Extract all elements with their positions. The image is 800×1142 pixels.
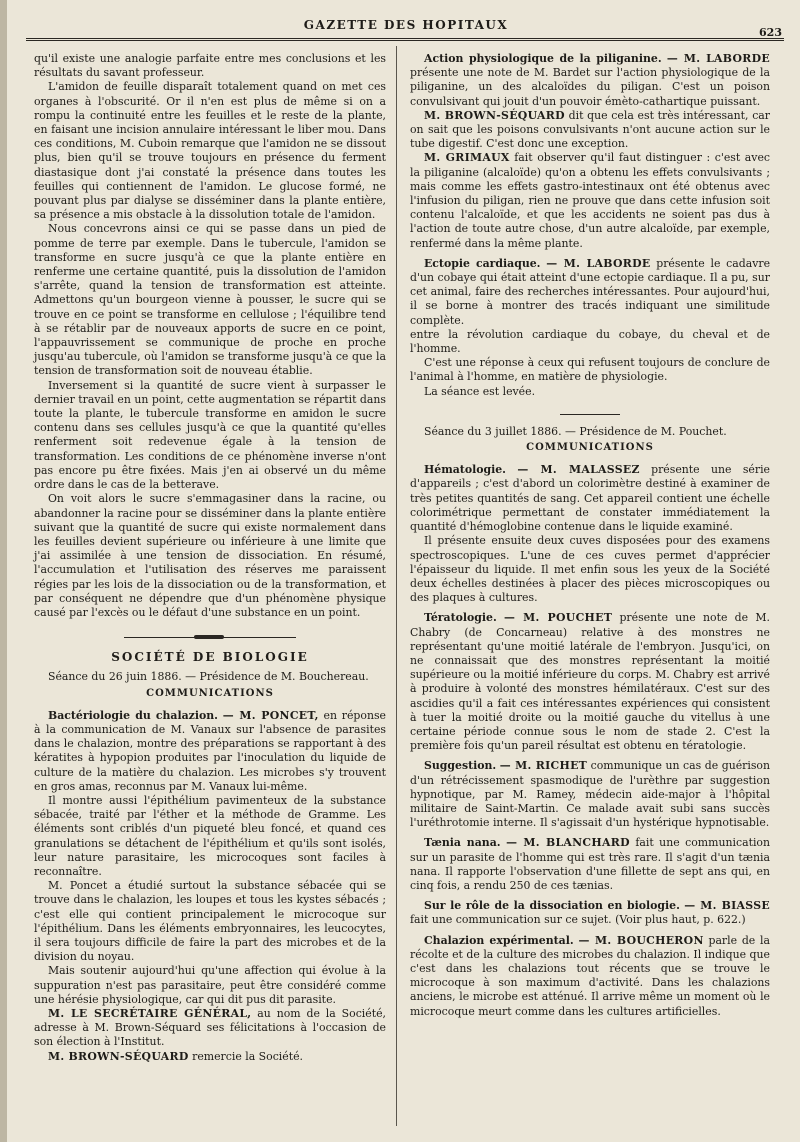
item-author: M. GRIMAUX: [424, 151, 510, 165]
item-bacteriologie: [34, 709, 386, 794]
item-dissociation: [410, 899, 770, 927]
item-author: — M. BLANCHARD: [506, 836, 630, 850]
item-title: Chalazion expérimental.: [424, 933, 574, 947]
item-brown-sequard: [34, 1050, 386, 1064]
item-suggestion: [410, 759, 770, 830]
paragraph: C'est une réponse à ceux qui refusent toujours de conclure de l'animal à l'homme, en matière de physiologie.: [410, 356, 770, 384]
journal-title: GAZETTE DES HOPITAUX: [303, 18, 509, 32]
paragraph: On voit alors le sucre s'emmagasiner dans la racine, ou abandonner la racine pour se disséminer dans la plante entière suivant que la quantité de sucre qui existe normalement dans les feuilles devient supérieure ou inférieure à une limite que j'ai assimilée à une tension de dissociation. En résumé, l'accumulation et l'utilisation des réserves me paraissent régies par les lois de la dissociation ou de la transformation, et par conséquent ne dépendre que d'un phénomène physique causé par l'excès ou le défaut d'une substance en un point.: [34, 492, 386, 619]
item-text: présente le cadavre d'un cobaye qui était atteint d'une ectopie cardiaque. Il a pu, sur cet animal, faire des recherches intéressantes. Pour aujourd'hui, il se borne à montrer des tracés indiquant une similitude complète.: [410, 256, 771, 327]
item-hematologie: [410, 463, 770, 534]
session-date: Séance du 3 juillet 1886. — Présidence de M. Pouchet.: [424, 424, 727, 438]
item-text: présente une note de M. Chabry (de Concarneau) relative à des monstres ne représentant qu'une moitié latérale de l'embryon. Jusqu'ici, on ne connaissait que des monstres représentant la moitié supérieure ou la moitié inférieure du corps. M. Chabry est arrivé à produire à volonté des monstres hémilatéraux. C'est sur des ascidies qu'il a fait ces intéressantes expériences qui consistent à tuer la moitié droite ou la moitié gauche du vitellus à une certaine période connue sous le nom de stade 2. C'est la première fois qu'un pareil résultat est obtenu en tératologie.: [410, 611, 770, 753]
item-author: — M. LABORDE: [546, 256, 651, 270]
paragraph: entre la révolution cardiaque du cobaye, du cheval et de l'homme.: [410, 327, 770, 356]
item-text: présente une note de M. Bardet sur l'action physiologique de la piliganine, un des alcaloïdes du piligan. C'est un poison convulsivant qui jouit d'un pouvoir émèto-cathartique puissant.: [410, 66, 770, 108]
item-author: — M. PONCET,: [222, 708, 319, 722]
communications-heading: COMMUNICATIONS: [146, 687, 274, 699]
item-author: — M. BOUCHERON: [578, 933, 704, 947]
item-author: M. LE SECRÉTAIRE GÉNÉRAL,: [48, 1007, 252, 1020]
item-author: — M. MALASSEZ: [517, 463, 640, 477]
item-text: en réponse à la communication de M. Vanaux sur l'absence de parasites dans le chalazion, montre des préparations se rapportant à des kératites à hypopion produites par l'inoculation du liquide de culture de la matière du chalazion. Les microbes s'y trouvent en gros amas, reconnus par M. Vanaux lui-même.: [34, 708, 386, 793]
paragraph: M. Poncet a étudié surtout la substance sébacée qui se trouve dans le chalazion, les loupes et tous les kystes sébacés ; c'est elle qui contient principalement le microcoque sur l'épithélium. Dans les éléments embryonnaires, les leucocytes, il sera toujours difficile de faire la part des microbes et de la division du noyau.: [34, 879, 386, 964]
item-title: Action physiologique de la piliganine.: [424, 52, 662, 65]
item-title: Sur le rôle de la dissociation en biologie.: [424, 899, 680, 913]
item-title: Hématologie.: [424, 463, 506, 477]
binding-edge: [0, 0, 7, 1142]
item-chalazion: [410, 934, 770, 1019]
item-title: Suggestion.: [424, 759, 497, 773]
item-ectopie: [410, 257, 770, 328]
item-author: — M. POUCHET: [504, 611, 613, 625]
item-text: fait une communication sur un parasite de l'homme qui est très rare. Il s'agit d'un tænia nana. Il rapporte l'observation d'une fillette de sept ans qui, en cinq fois, a rendu 250 de ces tænias.: [410, 836, 770, 892]
item-author: M. BROWN-SÉQUARD: [48, 1049, 189, 1063]
item-taenia: [410, 836, 770, 893]
item-title: Tænia nana.: [424, 836, 501, 850]
item-teratologie: [410, 611, 770, 753]
item-author: — M. BIASSE: [684, 899, 770, 913]
header-rule: [26, 38, 784, 41]
item-text: fait une communication sur ce sujet. (Voir plus haut, p. 622.): [410, 913, 746, 927]
item-author: — M. LABORDE: [666, 52, 770, 65]
paragraph: Nous concevrons ainsi ce qui se passe dans un pied de pomme de terre par exemple. Dans le tubercule, l'amidon se transforme en sucre jusqu'à ce que la plante entière en renferme une certaine quantité, puis la dissolution de l'amidon s'arrête, quand la tension de transformation est atteinte. Admettons qu'un bourgeon vienne à pousser, le sucre qui se trouve en ce point se transforme en cellulose ; l'équilibre tend à se rétablir par de nouveaux apports de sucre en ce point, l'appauvrissement se communique de proche en proche jusqu'au tubercule, où l'amidon se transforme jusqu'à ce que la tension de transformation soit de nouveau établie.: [34, 222, 386, 378]
item-grimaux: [410, 151, 770, 250]
communications-heading: COMMUNICATIONS: [526, 442, 654, 454]
item-secretaire: [34, 1007, 386, 1050]
paragraph: L'amidon de feuille disparaît totalement quand on met ces organes à l'obscurité. Or il n'en est plus de même si on a rompu la continuité entre les feuilles et le reste de la plante, en faisant une incision annulaire intéressant le liber mou. Dans ces conditions, M. Cuboin remarque que l'amidon ne se dissout plus, bien qu'il se trouve toujours en présence du ferment diastasique dont j'ai constaté la présence dans toutes les feuilles qui contiennent de l'amidon. Le glucose formé, ne pouvant plus par dialyse se disséminer dans la plante entière, sa présence a mis obstacle à la dissolution totale de l'amidon.: [34, 80, 386, 222]
item-title: Ectopie cardiaque.: [424, 256, 541, 270]
right-column: [410, 52, 770, 1019]
item-text: fait observer qu'il faut distinguer : c'est avec la piliganine (alcaloïde) qu'on a obtenu les effets convulsivants ; mais comme les effets gastro-intestinaux ont été obtenus avec l'infusion du piligan, rien ne prouve que dans cette infusion soit contenu l'alcaloïde, et que les accidents ne soient pas dus à l'action de toute autre chose, d'un autre alcaloïde, par exemple, renfermé dans la même plante.: [410, 151, 770, 250]
item-author: — M. RICHET: [499, 759, 588, 773]
item-title: Tératologie.: [424, 611, 497, 625]
item-text: communique un cas de guérison d'un rétrécissement spasmodique de l'urèthre par suggestion hypnotique, par M. Ramey, médecin aide-major à l'hôpital militaire de Saint-Martin. Ce malade avait subi sans succès l'uréthrotomie interne. Il s'agissait d'un hystérique hypnotisable.: [410, 759, 771, 830]
paragraph: Il montre aussi l'épithélium pavimenteux de la substance sébacée, traité par l'éther et la méthode de Gramme. Les éléments sont criblés d'un piqueté bleu foncé, et quand ces granulations se détachent de l'épithélium et qu'ils sont isolés, leur nature parasitaire, les microcoques sont faciles à reconnaître.: [34, 793, 386, 878]
item-brown-sequard-2: [410, 109, 770, 152]
section-ornament: [34, 630, 386, 644]
paragraph: Inversement si la quantité de sucre vient à surpasser le dernier travail en un point, cette augmentation se répartit dans toute la plante, le tubercule transforme en amidon le sucre contenu dans ses cellules jusqu'à ce que la quantité qu'elles renferment soit redevenue égale à la tension de transformation. Les conditions de ce phénomène inverse n'ont pas encore pu être fixées. Mais j'en ai observé un du même ordre dans le cas de la betterave.: [34, 378, 386, 492]
section-rule: [410, 409, 770, 419]
item-text: parle de la récolte et de la culture des microbes du chalazion. Il indique que c'est dans les chalazions tout récents que se trouve le microcoque à son maximum d'activité. Dans les chalazions anciens, le microbe est atténué. Il arrive même un moment où le microcoque meurt comme dans les cultures artificielles.: [410, 933, 770, 1018]
paragraph: Mais soutenir aujourd'hui qu'une affection qui évolue à la suppuration n'est pas parasitaire, peut être considéré comme une hérésie physiologique, car qui dit pus dit parasite.: [34, 964, 386, 1006]
paragraph: qu'il existe une analogie parfaite entre mes conclusions et les résultats du savant professeur.: [34, 52, 386, 80]
item-text: remercie la Société.: [192, 1049, 304, 1063]
paragraph: Il présente ensuite deux cuves disposées pour des examens spectroscopiques. L'une de ces cuves permet d'apprécier l'épaisseur du liquide. Il met enfin sous les yeux de la Société deux échelles destinées à placer des pièces microscopiques ou des plaques à cultures.: [410, 534, 770, 605]
item-title: Bactériologie du chalazion.: [48, 708, 218, 722]
item-text: au nom de la Société, adresse à M. Brown-Séquard ses félicitations à l'occasion de son élection à l'Institut.: [34, 1007, 387, 1049]
session-date: Séance du 26 juin 1886. — Présidence de M. Bouchereau.: [48, 670, 369, 684]
item-text: dit que cela est très intéressant, car on sait que les poisons convulsivants n'ont aucune action sur le tube digestif. C'est donc une exception.: [410, 108, 770, 151]
session-closed: La séance est levée.: [424, 384, 536, 398]
item-text: présente une série d'appareils ; c'est d'abord un colorimètre destiné à examiner de très petites quantités de sang. Cet appareil contient une échelle colorimétrique permettant de constater immédiatement la quantité d'hémoglobine contenue dans le liquide examiné.: [410, 463, 770, 534]
society-heading: SOCIÉTÉ DE BIOLOGIE: [111, 650, 309, 665]
item-piliganine: [410, 52, 770, 109]
page-number: 623: [759, 26, 782, 39]
item-author: M. BROWN-SÉQUARD: [424, 108, 565, 122]
left-column: [34, 52, 386, 1064]
column-separator: [396, 46, 397, 1126]
